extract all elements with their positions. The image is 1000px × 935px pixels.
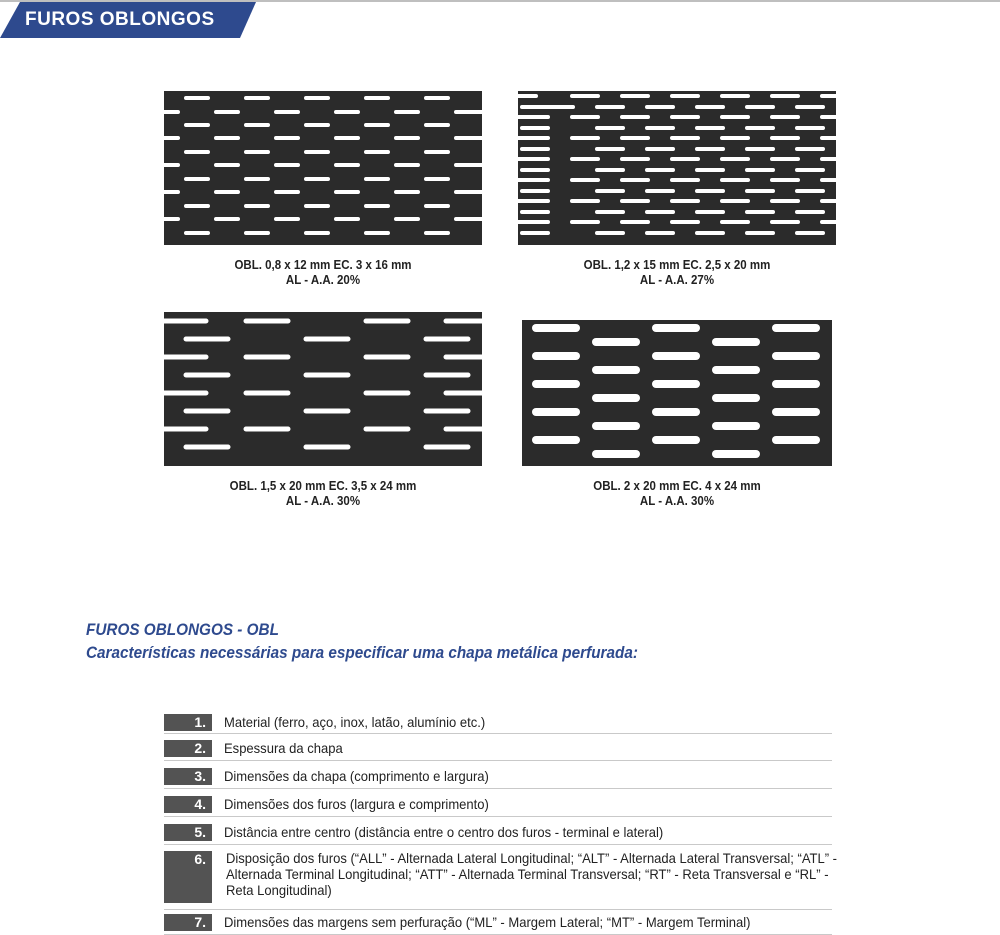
sample-panel-1 bbox=[164, 91, 482, 245]
caption-spec: OBL. 1,2 x 15 mm EC. 2,5 x 20 mm bbox=[583, 258, 771, 272]
sample-caption-1 bbox=[177, 258, 470, 288]
list-item-text: Espessura da chapa bbox=[224, 740, 343, 756]
caption-open-area: AL - A.A. 30% bbox=[285, 494, 361, 508]
list-item bbox=[164, 789, 832, 817]
list-item-number: 4. bbox=[164, 796, 212, 813]
list-item-number: 6. bbox=[164, 851, 212, 903]
list-item-text: Dimensões da chapa (comprimento e largura) bbox=[224, 768, 489, 784]
list-item bbox=[164, 845, 838, 910]
section-subtitle: Características necessárias para especificar uma chapa metálica perfurada: bbox=[86, 643, 638, 662]
perforated-sheet-3 bbox=[164, 312, 482, 466]
perforated-sheet-4 bbox=[522, 312, 832, 466]
sample-caption-2 bbox=[531, 258, 824, 288]
sample-panel-2 bbox=[518, 91, 836, 245]
list-item-text: Material (ferro, aço, inox, latão, alumínio etc.) bbox=[224, 714, 486, 730]
list-item-number: 2. bbox=[164, 740, 212, 757]
list-item-number: 1. bbox=[164, 714, 212, 731]
list-item bbox=[164, 712, 832, 734]
list-item-number: 3. bbox=[164, 768, 212, 785]
list-item bbox=[164, 910, 832, 935]
requirements-list bbox=[164, 712, 838, 935]
page-title: FUROS OBLONGOS bbox=[25, 9, 215, 30]
list-item-number: 5. bbox=[164, 824, 212, 841]
caption-open-area: AL - A.A. 27% bbox=[639, 273, 715, 287]
sample-panel-4 bbox=[522, 312, 832, 466]
list-item-text: Disposição dos furos (“ALL” - Alternada Lateral Longitudinal; “ALT” - Alternada Lateral Transversal; “ATL” - Alternada Terminal Longitudinal; “ATT” - Alternada Terminal Transversal; “RT” - Reta Transversal e “RL” - Reta Longitudinal) bbox=[226, 850, 838, 898]
sample-caption-4 bbox=[531, 479, 824, 509]
perforated-sheet-1 bbox=[164, 91, 482, 245]
list-item bbox=[164, 817, 832, 845]
caption-open-area: AL - A.A. 30% bbox=[639, 494, 715, 508]
sample-panel-3 bbox=[164, 312, 482, 466]
list-item bbox=[164, 761, 832, 789]
caption-spec: OBL. 1,5 x 20 mm EC. 3,5 x 24 mm bbox=[229, 479, 417, 493]
caption-spec: OBL. 0,8 x 12 mm EC. 3 x 16 mm bbox=[234, 258, 412, 272]
perforated-sheet-2 bbox=[518, 91, 836, 245]
list-item-text: Distância entre centro (distância entre o centro dos furos - terminal e lateral) bbox=[224, 824, 664, 840]
list-item bbox=[164, 734, 832, 761]
list-item-text: Dimensões das margens sem perfuração (“ML” - Margem Lateral; “MT” - Margem Terminal) bbox=[224, 914, 751, 930]
caption-open-area: AL - A.A. 20% bbox=[285, 273, 361, 287]
sample-caption-3 bbox=[177, 479, 470, 509]
caption-spec: OBL. 2 x 20 mm EC. 4 x 24 mm bbox=[593, 479, 761, 493]
section-title: FUROS OBLONGOS - OBL bbox=[86, 620, 279, 639]
list-item-text: Dimensões dos furos (largura e comprimento) bbox=[224, 796, 489, 812]
header-banner bbox=[0, 2, 256, 38]
list-item-number: 7. bbox=[164, 914, 212, 931]
